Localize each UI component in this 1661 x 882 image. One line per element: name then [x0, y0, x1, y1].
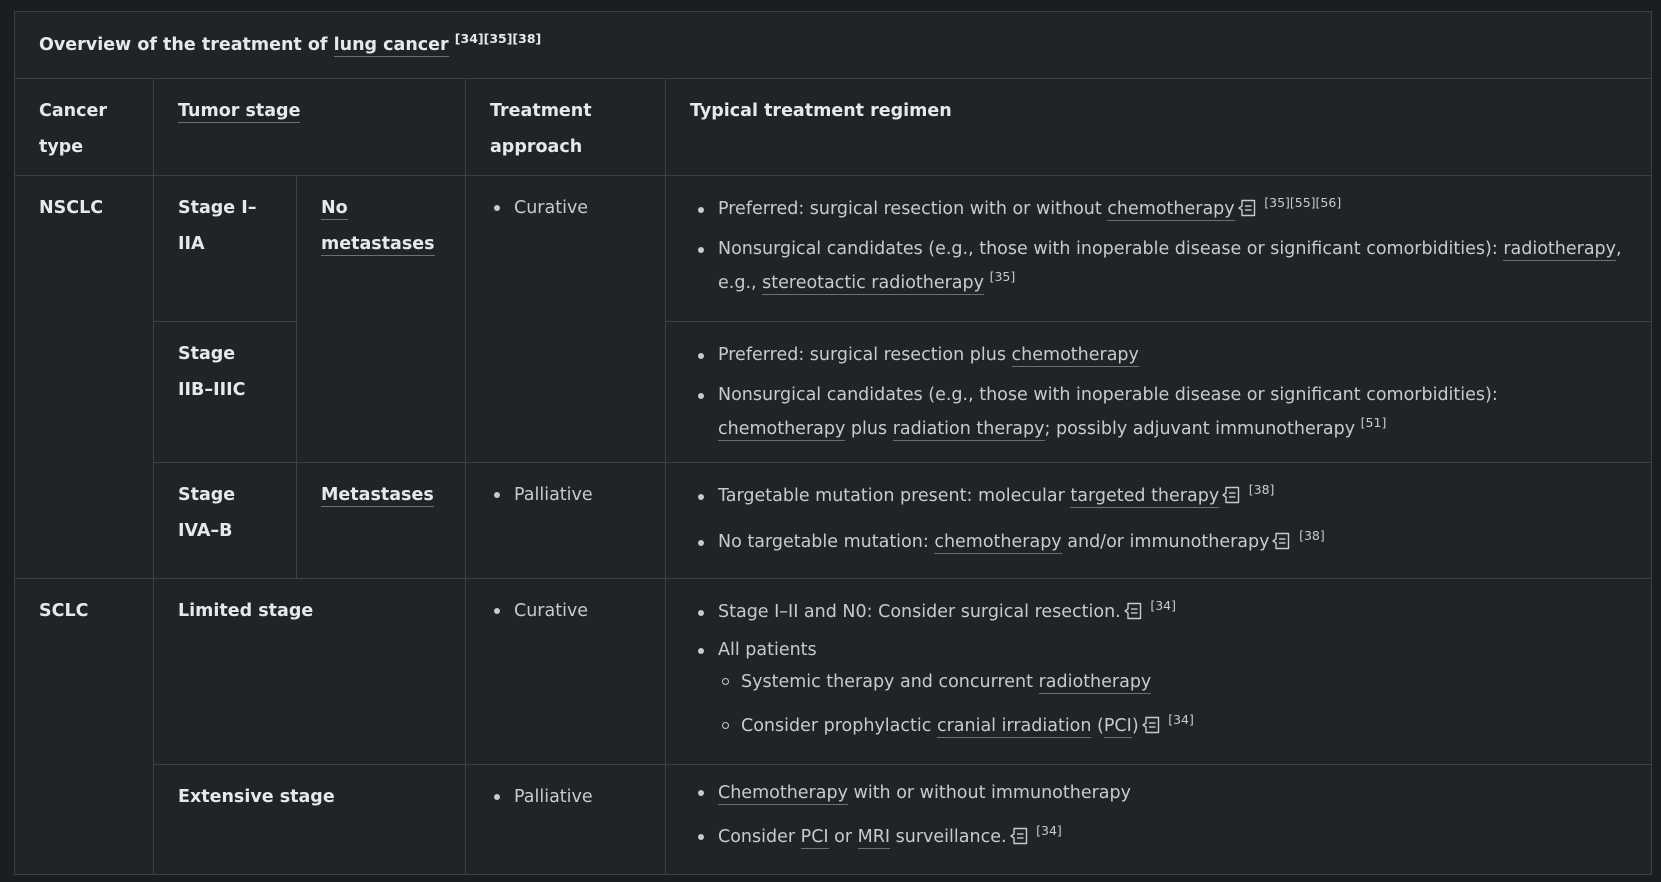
list-item: No targetable mutation: chemotherapy and/or immunotherapy [38] — [718, 525, 1627, 559]
regimen-stage-iib-iiic — [666, 322, 1652, 463]
approach-curative-sclc — [466, 579, 666, 765]
approach-palliative-nsclc — [466, 463, 666, 579]
list-item: Curative — [514, 190, 641, 226]
metastases-cell — [297, 463, 466, 579]
list-item: Nonsurgical candidates (e.g., those with inoperable disease or significant comorbidities): chemotherapy plus radiation therapy; possibly adjuvant immunotherapy [51] — [718, 378, 1627, 446]
list-item: Targetable mutation present: molecular targeted therapy [38] — [718, 479, 1627, 513]
list-item: Preferred: surgical resection with or without chemotherapy [35][55][56] — [718, 192, 1627, 226]
header-treatment-approach: Treatment approach — [466, 79, 666, 176]
radiotherapy-link[interactable]: radiotherapy — [1503, 239, 1617, 259]
note-icon[interactable] — [1009, 826, 1029, 846]
list-item: Nonsurgical candidates (e.g., those with inoperable disease or significant comorbidities): radiotherapy, e.g., stereotactic radiotherapy [35] — [718, 232, 1627, 300]
approach-curative-nsclc — [466, 176, 666, 463]
list-item: Curative — [514, 593, 641, 629]
approach-palliative-sclc — [466, 765, 666, 875]
treatment-table — [14, 11, 1652, 875]
metastases-link[interactable]: Metastases — [321, 485, 434, 505]
list-item: Palliative — [514, 477, 641, 513]
extensive-stage: Extensive stage — [154, 765, 466, 875]
sub-list-item: Consider prophylactic cranial irradiation (PCI) [34] — [741, 711, 1627, 741]
header-cancer-type: Cancer type — [15, 79, 154, 176]
targeted-therapy-link[interactable]: targeted therapy — [1070, 486, 1220, 506]
note-icon[interactable] — [1221, 485, 1241, 505]
stage-i-iia: Stage I–IIA — [154, 176, 297, 322]
regimen-extensive-stage — [666, 765, 1652, 875]
stage-iva-b: Stage IVA–B — [154, 463, 297, 579]
stage-iib-iiic: Stage IIB–IIIC — [154, 322, 297, 463]
list-item: Palliative — [514, 779, 641, 815]
no-metastases-link[interactable]: No metastases — [321, 198, 435, 254]
no-metastases-cell — [297, 176, 466, 463]
chemotherapy-link[interactable]: chemotherapy — [1011, 345, 1139, 365]
regimen-stage-iva-b — [666, 463, 1652, 579]
chemotherapy-link[interactable]: Chemotherapy — [718, 783, 848, 803]
radiotherapy-link[interactable]: radiotherapy — [1038, 672, 1152, 692]
cancer-type-sclc: SCLC — [15, 579, 154, 875]
chemotherapy-link[interactable]: chemotherapy — [718, 419, 846, 439]
refs[interactable]: [35][55][56] — [1264, 195, 1342, 210]
list-item: Stage I–II and N0: Consider surgical resection. [34] — [718, 595, 1627, 629]
refs[interactable]: [35] — [989, 269, 1016, 284]
note-icon[interactable] — [1237, 198, 1257, 218]
pci-link[interactable]: PCI — [1103, 716, 1132, 736]
mri-link[interactable]: MRI — [857, 827, 891, 847]
limited-stage: Limited stage — [154, 579, 466, 765]
caption-refs[interactable]: [34][35][38] — [454, 31, 542, 46]
refs[interactable]: [34] — [1168, 712, 1194, 727]
refs[interactable]: [38] — [1248, 482, 1275, 497]
lung-cancer-link[interactable]: lung cancer — [333, 35, 449, 55]
cranial-irradiation-link[interactable]: cranial irradiation — [936, 716, 1092, 736]
refs[interactable]: [34] — [1150, 598, 1176, 613]
radiation-therapy-link[interactable]: radiation therapy — [892, 419, 1045, 439]
chemotherapy-link[interactable]: chemotherapy — [934, 532, 1062, 552]
pci-link[interactable]: PCI — [800, 827, 829, 847]
list-item: Chemotherapy with or without immunotherapy — [718, 775, 1627, 811]
stereotactic-radiotherapy-link[interactable]: stereotactic radiotherapy — [762, 273, 984, 293]
caption-prefix: Overview of the treatment of — [39, 35, 328, 55]
regimen-limited-stage — [666, 579, 1652, 765]
list-item: Preferred: surgical resection plus chemotherapy — [718, 338, 1627, 372]
list-item: Consider PCI or MRI surveillance. [34] — [718, 819, 1627, 855]
header-treatment-regimen: Typical treatment regimen — [666, 79, 1652, 176]
note-icon[interactable] — [1271, 531, 1291, 551]
list-item: All patients Systemic therapy and concurrent radiotherapy Consider prophylactic cranial irradiation (PCI) [34] — [718, 633, 1627, 741]
refs[interactable]: [51] — [1360, 415, 1387, 430]
header-tumor-stage[interactable]: Tumor stage — [154, 79, 466, 176]
refs[interactable]: [34] — [1036, 823, 1062, 838]
refs[interactable]: [38] — [1299, 528, 1325, 543]
table-caption — [15, 12, 1652, 79]
sub-list-item: Systemic therapy and concurrent radiotherapy — [741, 667, 1627, 697]
note-icon[interactable] — [1141, 715, 1161, 735]
cancer-type-nsclc: NSCLC — [15, 176, 154, 579]
treatment-table-wrapper — [14, 11, 1651, 875]
chemotherapy-link[interactable]: chemotherapy — [1107, 199, 1235, 219]
regimen-stage-i-iia — [666, 176, 1652, 322]
note-icon[interactable] — [1123, 601, 1143, 621]
